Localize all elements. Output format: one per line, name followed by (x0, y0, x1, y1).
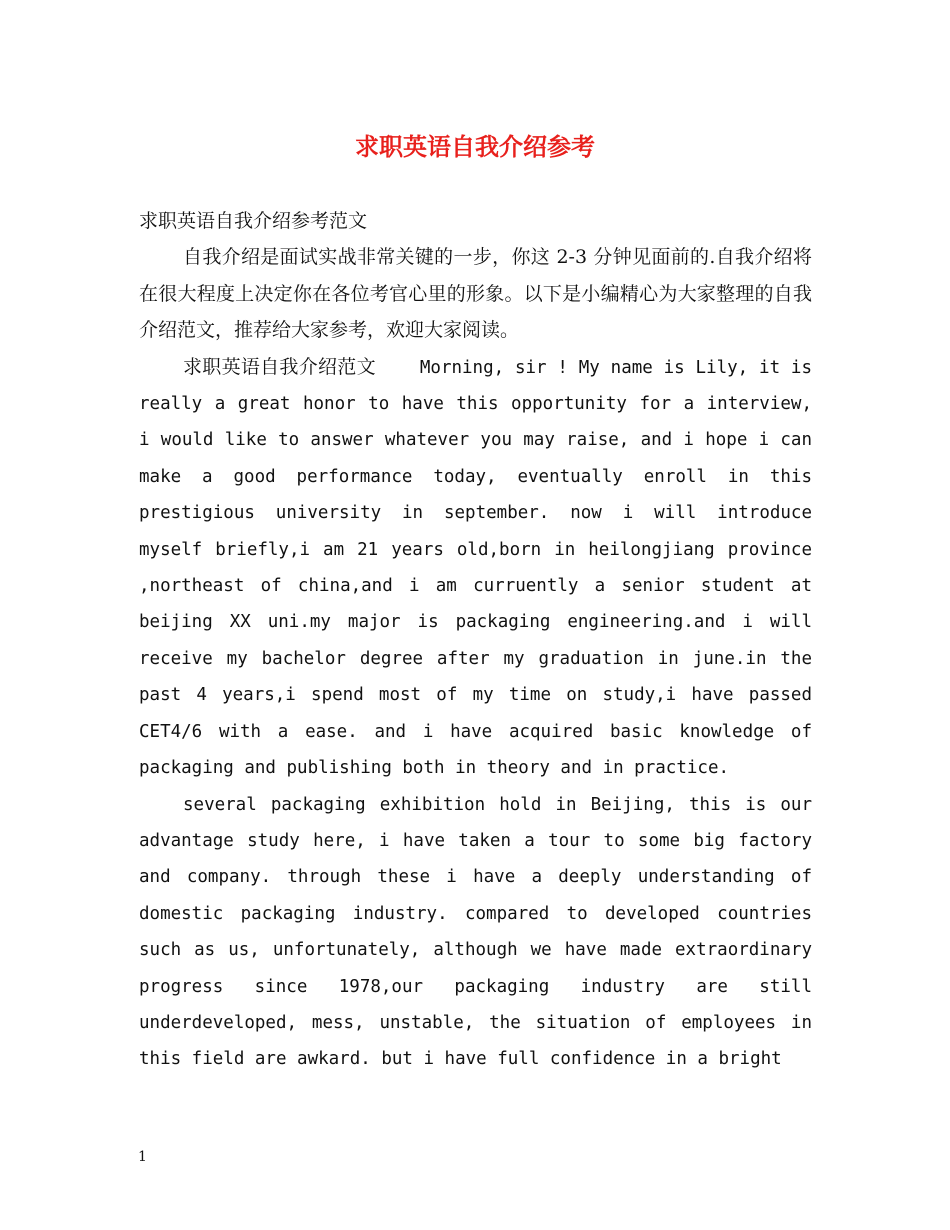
sample-heading: 求职英语自我介绍范文 (183, 355, 376, 378)
document-body (139, 203, 812, 1078)
document-title: 求职英语自我介绍参考 (355, 133, 595, 161)
sample-paragraph-1: Morning, sir ! My name is Lily, it is really a great honor to have this opportunity for a interview, i would like to answer whatever you may raise, and i hope i can make a good performance today, eventually enroll in this prestigious university in september. now i will introduce myself briefly,i am 21 years old,born in heilongjiang province ,northeast of china,and i am curruently a senior student at beijing XX uni.my major is packaging engineering.and i will receive my bachelor degree after my graduation in june.in the past 4 years,i spend most of my time on study,i have passed CET4/6 with a ease. and i have acquired basic knowledge of packaging and publishing both in theory and in practice. (139, 357, 812, 779)
subheading: 求职英语自我介绍参考范文 (139, 210, 368, 232)
page-number: 1 (138, 1149, 147, 1165)
intro-paragraph: 自我介绍是面试实战非常关键的一步，你这 2-3 分钟见面前的.自我介绍将在很大程度上决定你在各位考官心里的形象。以下是小编精心为大家整理的自我介绍范文，推荐给大家参考，欢迎大家阅读。 (139, 246, 812, 342)
sample-paragraph-2: several packaging exhibition hold in Beijing, this is our advantage study here, i have taken a tour to some big factory and company. through these i have a deeply understanding of domestic packaging industry. compared to developed countries such as us, unfortunately, although we have made extraordinary progress since 1978,our packaging industry are still underdeveloped, mess, unstable, the situation of employees in this field are awkard. but i have full confidence in a bright (139, 794, 812, 1070)
sample-paragraph-1-container (139, 349, 812, 787)
